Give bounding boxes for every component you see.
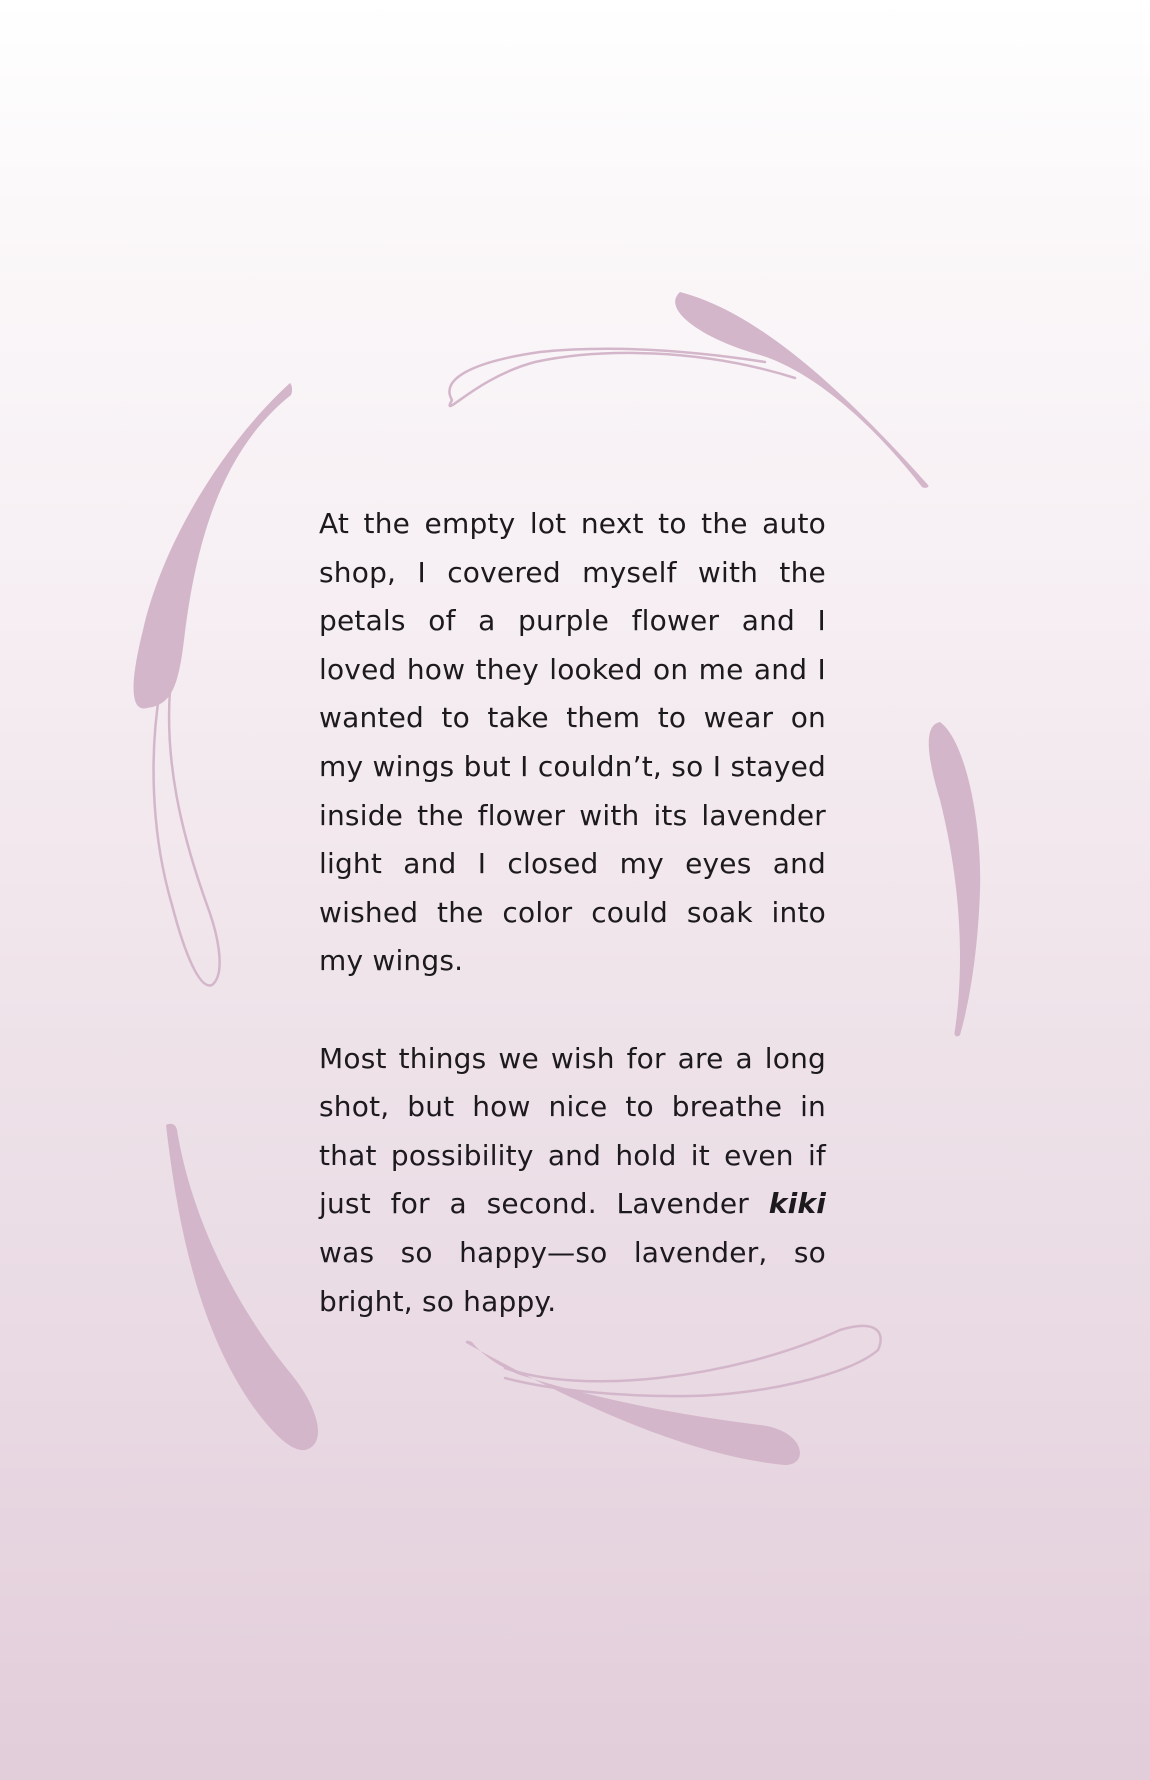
paragraph-2 (319, 1035, 826, 1327)
outline-bottom (505, 1326, 881, 1396)
emphasized-word: kiki (768, 1187, 826, 1221)
paragraph-2-start: Most things we wish for are a long shot, but how nice to breathe in that possibility and hold it even if just for a second. Lavender (319, 1041, 826, 1221)
petal-top-right (675, 292, 928, 488)
petal-bottom-center (466, 1341, 800, 1465)
petal-right (929, 722, 980, 1036)
outline-left (154, 690, 220, 985)
petal-bottom-left (166, 1124, 318, 1450)
story-text (319, 500, 826, 1326)
paragraph-1: At the empty lot next to the auto shop, I covered myself with the petals of a purple flower and I loved how they looked on me and I wanted to take them to wear on my wings but I couldn’t, so I stayed inside the flower with its lavender light and I closed my eyes and wished the color could soak into my wings. (319, 507, 826, 978)
outline-top (449, 349, 795, 406)
petal-left (134, 383, 293, 708)
paragraph-2-end: was so happy—so lavender, so bright, so happy. (319, 1235, 826, 1318)
